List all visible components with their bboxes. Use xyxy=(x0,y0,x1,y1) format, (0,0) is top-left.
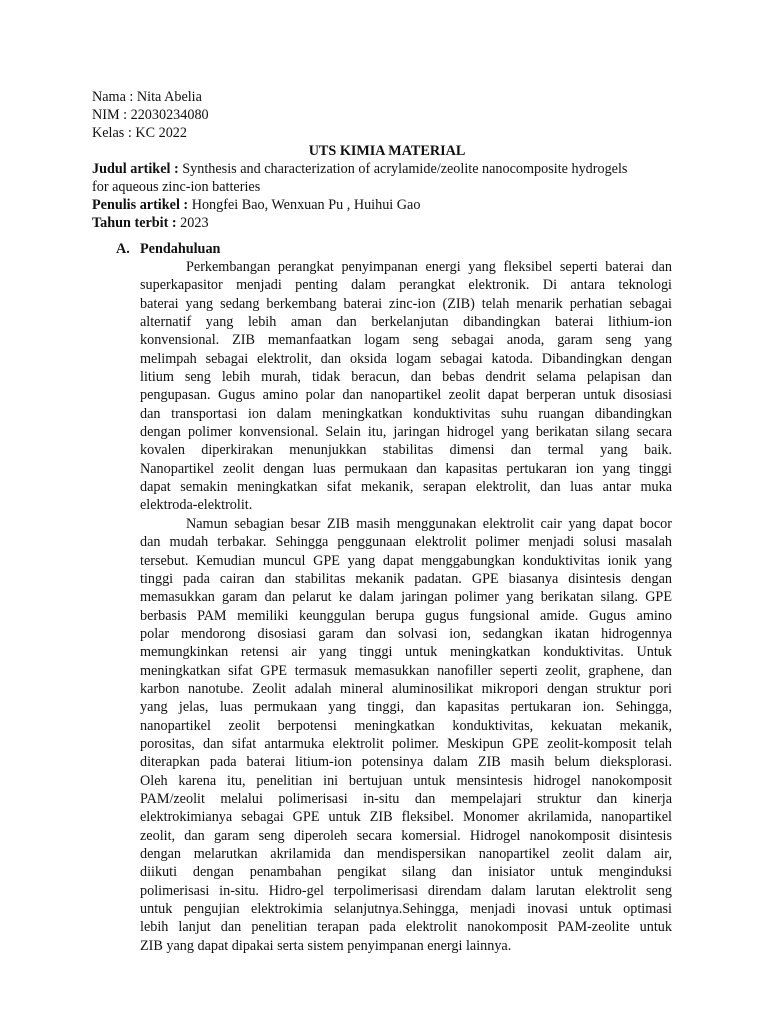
paragraph-line: Perkembangan perangkat penyimpanan energi yang fleksibel seperti baterai dan xyxy=(186,259,672,275)
paragraph-line: Nanopartikel zeolit dengan luas permukaan dan kapasitas pertukaran ion yang tinggi xyxy=(140,460,672,477)
article-authors-line xyxy=(92,196,682,214)
paragraph-2 xyxy=(140,515,672,955)
paragraph-line: alternatif yang lebih aman dan berkelanjutan dibandingkan baterai lithium-ion xyxy=(140,314,672,331)
student-name: Nama : Nita Abelia xyxy=(92,89,202,105)
paragraph-line: untuk pengujian elektrokimia selanjutnya.Sehingga, menjadi inovasi untuk optimasi xyxy=(140,901,672,918)
paragraph-line: pengupasan. Gugus amino polar dan nanopartikel zeolit dapat berperan untuk disosiasi xyxy=(140,387,672,404)
paragraph-line: memasukkan garam dan pelarut ke dalam jaringan polimer yang berikatan silang. GPE xyxy=(140,589,672,606)
paragraph-line: zeolit, dan garam seng diperoleh secara komersial. Hidrogel nanokomposit disintesis xyxy=(140,827,672,844)
paragraph-line: tinggi pada cairan dan stabilitas mekanik padatan. GPE biasanya disintesis dengan xyxy=(140,570,672,587)
paragraph-line: polimerisasi in-situ. Hidro-gel terpolimerisasi direndam dalam larutan elektrolit seng xyxy=(140,882,672,899)
article-year-label: Tahun terbit : xyxy=(92,215,177,231)
section-heading-text: Pendahuluan xyxy=(140,241,221,257)
paragraph-line: polar mendorong disosiasi garam dan solvasi ion, sedangkan ikatan hidrogennya xyxy=(140,625,672,642)
paragraph-line: ZIB yang dapat dipakai serta sistem penyimpanan energi lainnya. xyxy=(140,937,512,954)
section-letter: A. xyxy=(116,241,130,257)
paragraph-line: litium seng lebih murah, tidak beracun, dan bebas dendrit selama pelapisan dan xyxy=(140,369,672,386)
paragraph-line: superkapasitor menjadi penting dalam perangkat elektronik. Di antara teknologi xyxy=(140,277,672,294)
article-authors-label: Penulis artikel : xyxy=(92,197,189,213)
paragraph-line: meningkatkan sifat GPE termasuk memasukkan nanofiller seperti zeolit, graphene, dan xyxy=(140,662,672,679)
article-title-value: Synthesis and characterization of acrylamide/zeolite nanocomposite hydrogels xyxy=(178,161,628,177)
article-title-label: Judul artikel : xyxy=(92,161,179,177)
paragraph-line: dan transportasi ion dalam meningkatkan konduktivitas suhu ruangan dibandingkan xyxy=(140,405,672,422)
paragraph-line: konvensional. ZIB memanfaatkan logam seng sebagai anoda, garam seng yang xyxy=(140,332,672,349)
paragraph-line: melimpah sebagai elektrolit, dan oksida logam sebagai katoda. Dibandingkan dengan xyxy=(140,350,672,367)
paragraph-line: diterapkan pada baterai litium-ion potensinya dalam ZIB masih belum dieksplorasi. xyxy=(140,754,672,771)
paragraph-line: tersebut. Kemudian muncul GPE yang dapat menggabungkan konduktivitas ionik yang xyxy=(140,552,672,569)
paragraph-line: memungkinkan retensi air yang tinggi untuk meningkatkan konduktivitas. Untuk xyxy=(140,644,672,661)
paragraph-line: dan mudah terbakar. Sehingga penggunaan elektrolit polimer menjadi solusi masalah xyxy=(140,534,672,551)
article-authors-value: Hongfei Bao, Wenxuan Pu , Huihui Gao xyxy=(188,197,421,213)
paragraph-line: Oleh karena itu, penelitian ini bertujuan untuk mensintesis hidrogel nanokomposit xyxy=(140,772,672,789)
paragraph-line: yang jelas, luas permukaan yang tinggi, dan kapasitas pertukaran ion. Sehingga, xyxy=(140,699,672,716)
article-year-line xyxy=(92,214,682,232)
document-header xyxy=(92,88,682,232)
section-heading xyxy=(116,240,672,258)
paragraph-line: nanopartikel zeolit berpotensi meningkatkan konduktivitas, kekuatan mekanik, xyxy=(140,717,672,734)
paragraph-line: PAM/zeolit melalui polimerisasi in-situ dan mempelajari struktur dan kinerja xyxy=(140,790,672,807)
paragraph-line: dengan melarutkan akrilamida dan mendispersikan nanopartikel zeolit dalam air, xyxy=(140,846,672,862)
paragraph-line: berbasis PAM memiliki keunggulan berupa gugus fungsional amide. Gugus amino xyxy=(140,607,672,624)
paragraph-line: karbon nanotube. Zeolit adalah mineral aluminosilikat mikropori dengan struktur pori xyxy=(140,680,672,697)
student-class: Kelas : KC 2022 xyxy=(92,125,187,141)
paragraph-line: diikuti dengan penambahan pengikat silang dan inisiator untuk menginduksi xyxy=(140,864,672,881)
section-introduction xyxy=(116,240,672,955)
document-title: UTS KIMIA MATERIAL xyxy=(308,143,466,159)
paragraph-line: lebih lanjut dan penelitian terapan pada elektrolit nanokomposit PAM-zeolite untuk xyxy=(140,919,672,936)
paragraph-line: elektrokimianya sebagai GPE untuk ZIB fleksibel. Monomer akrilamida, nanopartikel xyxy=(140,809,672,826)
section-body xyxy=(140,258,672,955)
paragraph-line: dengan polimer konvensional. Selain itu, jaringan hidrogel yang berikatan silang secara xyxy=(140,424,672,441)
paragraph-line: elektroda-elektrolit. xyxy=(140,497,253,514)
student-nim: NIM : 22030234080 xyxy=(92,107,209,123)
article-title-line xyxy=(92,160,682,178)
paragraph-line: baterai yang sedang berkembang baterai zinc-ion (ZIB) telah menarik perhatian sebagai xyxy=(140,295,672,312)
paragraph-line: kovalen diperkirakan menunjukkan stabilitas dimensi dan termal yang baik. xyxy=(140,442,672,459)
article-year-value: 2023 xyxy=(176,215,209,231)
paragraph-1 xyxy=(140,258,672,515)
paragraph-line: dapat semakin meningkatkan sifat mekanik, serapan elektrolit, dan luas antar muka xyxy=(140,479,672,496)
paragraph-line: Namun sebagian besar ZIB masih menggunakan elektrolit cair yang dapat bocor xyxy=(186,515,672,532)
article-title-continuation: for aqueous zinc-ion batteries xyxy=(92,179,261,195)
paragraph-line: porositas, dan sifat antarmuka elektrolit polimer. Meskipun GPE zeolit-komposit telah xyxy=(140,735,672,752)
